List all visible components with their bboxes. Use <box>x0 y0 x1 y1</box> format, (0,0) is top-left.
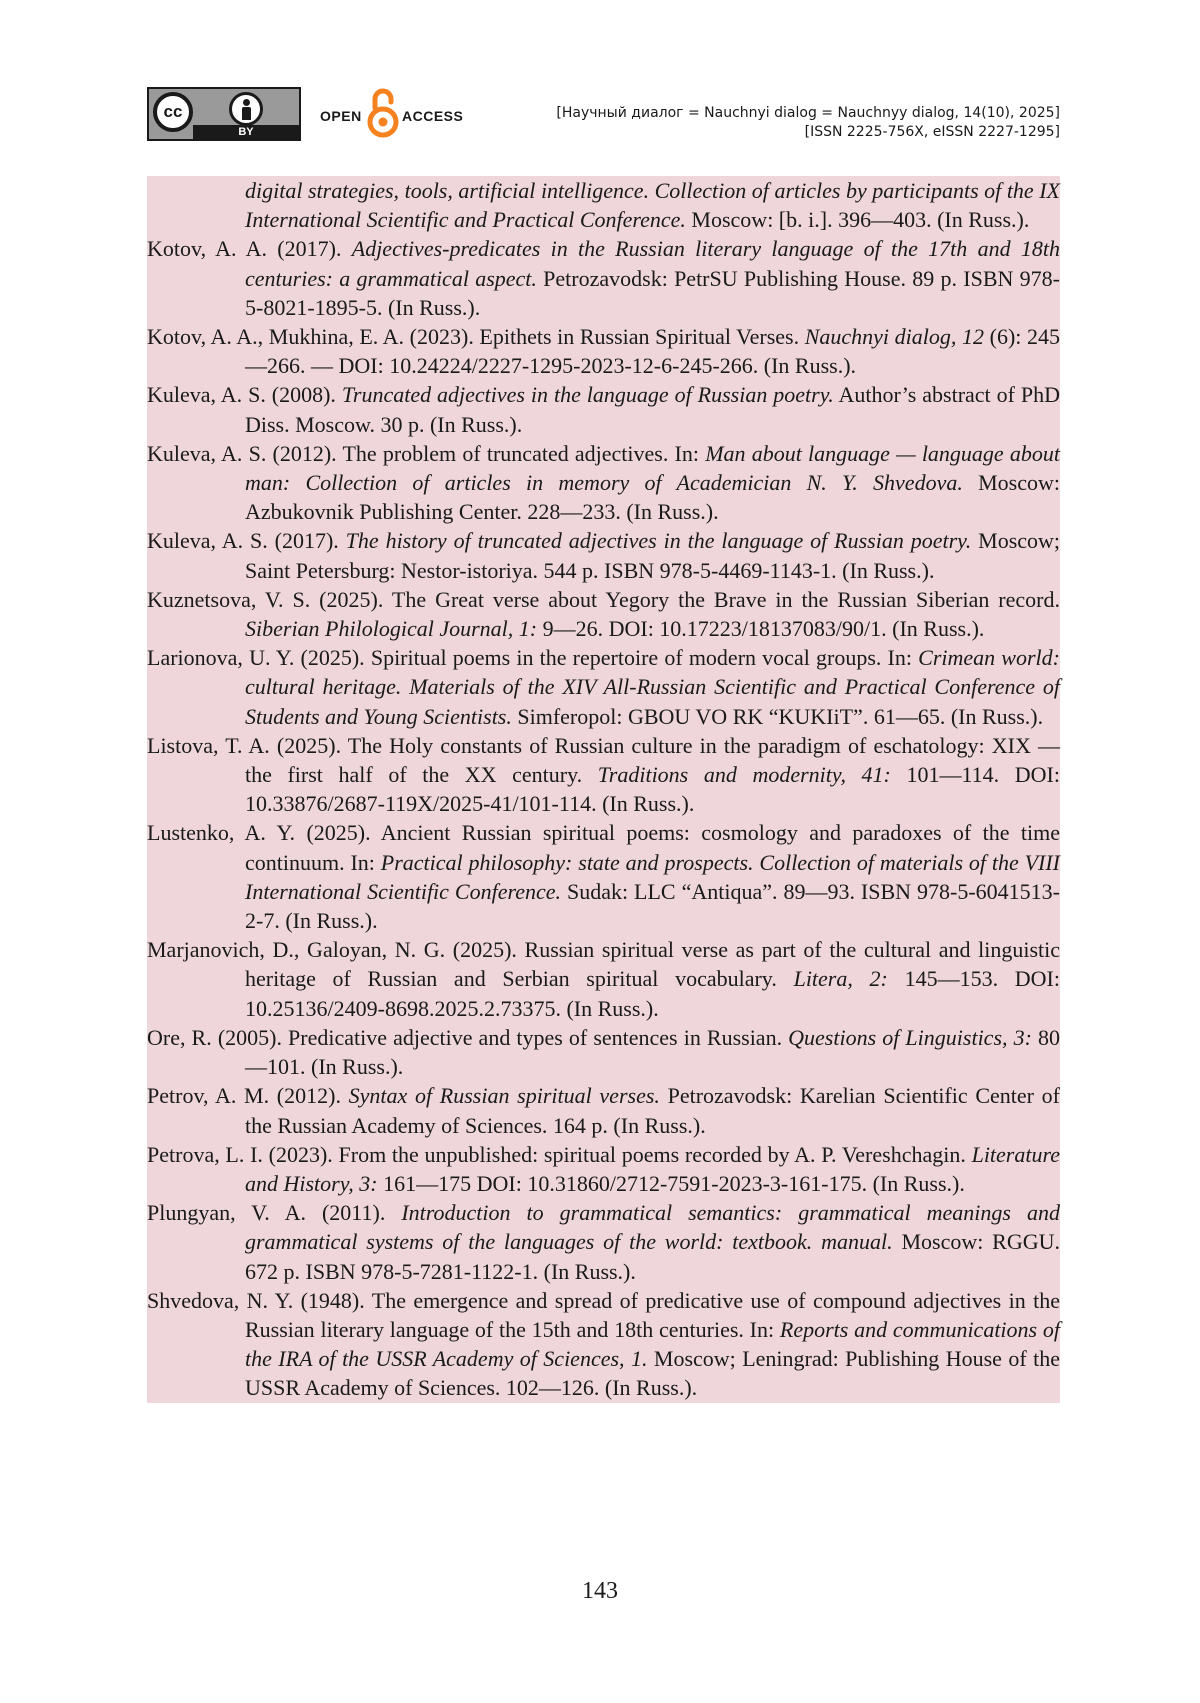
reference-text: Petrozavodsk: PetrSU Publishing House. 89 p. ISBN 978-5-8021-1895-5. (In Russ.). <box>245 265 1061 320</box>
reference-italic-text: Syntax of Russian spiritual verses. <box>348 1083 660 1109</box>
reference-text: 80—101. (In Russ.). <box>245 1024 1061 1080</box>
reference-text: Kuznetsova, V. S. (2025). The Great verse about Yegory the Brave in the Russian Siberian record. <box>147 586 1060 612</box>
issn-line: [ISSN 2225-756X, eISSN 2227-1295] <box>804 124 1060 140</box>
reference-text: 101—114. DOI: 10.33876/2687-119X/2025-41/101-114. (In Russ.). <box>245 762 1060 817</box>
open-lock-icon <box>366 86 400 140</box>
reference-text: 9—26. DOI: 10.17223/18137083/90/1. (In Russ.). <box>537 616 985 642</box>
reference-italic-text: Nauchnyi dialog, 12 <box>804 324 984 350</box>
reference-text: Plungyan, V. A. (2011). <box>147 1200 402 1226</box>
reference-entry <box>147 643 1060 731</box>
reference-entry <box>147 234 1060 322</box>
reference-entry <box>147 731 1060 819</box>
open-access-logo <box>320 84 470 140</box>
reference-text: Moscow; Saint Petersburg: Nestor-istoriya. 544 p. ISBN 978-5-4469-1143-1. (In Russ.). <box>245 528 1061 583</box>
open-access-open-label: OPEN <box>320 108 362 124</box>
reference-list <box>147 176 1060 1403</box>
reference-text: Marjanovich, D., Galoyan, N. G. (2025). Russian spiritual verse as part of the cultural and linguistic heritage of Russian and Serbian spiritual vocabulary. <box>147 937 1060 992</box>
reference-italic-text: Practical philosophy: state and prospects. Collection of materials of the VIII International Scientific Conference. <box>245 849 1061 904</box>
reference-text: Moscow: [b. i.]. 396—403. (In Russ.). <box>685 207 1030 233</box>
reference-text: Simferopol: GBOU VO RK “KUKIiT”. 61—65. (In Russ.). <box>511 703 1044 729</box>
license-by-label: BY <box>193 125 299 139</box>
reference-continuation <box>147 176 1060 234</box>
reference-text: Ore, R. (2005). Predicative adjective and types of sentences in Russian. <box>147 1024 789 1050</box>
reference-entry <box>147 1081 1060 1139</box>
reference-entry <box>147 1023 1060 1081</box>
reference-entry <box>147 380 1060 438</box>
reference-italic-text: Reports and communications of the IRA of the USSR Academy of Sciences, 1. <box>245 1316 1060 1372</box>
reference-entry <box>147 1198 1060 1286</box>
reference-italic-text: The history of truncated adjectives in the language of Russian poetry. <box>345 528 972 554</box>
open-access-access-label: ACCESS <box>402 108 464 124</box>
reference-entry <box>147 1286 1060 1403</box>
reference-text: Sudak: LLC “Antiqua”. 89—93. ISBN 978-5-6041513-2-7. (In Russ.). <box>245 878 1061 934</box>
reference-italic-text: Litera, 2: <box>793 966 888 992</box>
reference-text: Kuleva, A. S. (2008). <box>147 382 342 408</box>
reference-text: Moscow; Leningrad: Publishing House of the USSR Academy of Sciences. 102—126. (In Russ.). <box>245 1346 1060 1401</box>
reference-italic-text: Siberian Philological Journal, 1: <box>245 616 538 642</box>
reference-text: Lustenko, A. Y. (2025). Ancient Russian spiritual poems: cosmology and paradoxes of the time continuum. In: <box>147 820 1060 875</box>
reference-italic-text: Questions of Linguistics, 3: <box>788 1024 1032 1050</box>
reference-entry <box>147 439 1060 527</box>
creative-commons-icon: cc <box>153 92 193 132</box>
reference-text: (6): 245—266. — DOI: 10.24224/2227-1295-2023-12-6-245-266. (In Russ.). <box>245 324 1060 379</box>
reference-text: Kotov, A. A. (2017). <box>147 236 352 262</box>
reference-entry <box>147 935 1060 1023</box>
reference-text: Kotov, A. A., Mukhina, E. A. (2023). Epithets in Russian Spiritual Verses. <box>147 324 805 350</box>
reference-text: Shvedova, N. Y. (1948). The emergence and spread of predicative use of compound adjectives in the Russian literary language of the 15th and 18th centuries. In: <box>147 1287 1060 1342</box>
reference-text: Larionova, U. Y. (2025). Spiritual poems in the repertoire of modern vocal groups. In: <box>147 645 919 671</box>
reference-italic-text: Traditions and modernity, 41: <box>597 762 891 788</box>
cc-by-license-badge[interactable] <box>147 87 301 141</box>
reference-italic-text: digital strategies, tools, artificial intelligence. Collection of articles by participants of the IX International Scientific and Practical Conference. <box>245 178 1060 233</box>
reference-entry <box>147 1140 1060 1198</box>
reference-text: Petrozavodsk: Karelian Scientific Center of the Russian Academy of Sciences. 164 p. (In Russ.). <box>245 1083 1060 1138</box>
reference-text: Moscow: Azbukovnik Publishing Center. 228—233. (In Russ.). <box>245 470 1060 525</box>
reference-italic-text: Man about language — language about man: Collection of articles in memory of Academician N. Y. Shvedova. <box>245 440 1061 496</box>
journal-citation-line: [Научный диалог = Nauchnyi dialog = Nauchnyy dialog, 14(10), 2025] <box>556 105 1060 121</box>
reference-entry <box>147 322 1060 380</box>
reference-text: Author’s abstract of PhD Diss. Moscow. 30 p. (In Russ.). <box>245 382 1061 437</box>
reference-text: Kuleva, A. S. (2012). The problem of truncated adjectives. In: <box>147 440 706 466</box>
reference-text: 161—175 DOI: 10.31860/2712-7591-2023-3-161-175. (In Russ.). <box>377 1170 965 1196</box>
reference-entry <box>147 585 1060 643</box>
reference-text: Kuleva, A. S. (2017). <box>147 528 346 554</box>
reference-text: Petrov, A. M. (2012). <box>147 1083 349 1109</box>
reference-text: 145—153. DOI: 10.25136/2409-8698.2025.2.73375. (In Russ.). <box>245 966 1060 1021</box>
journal-info <box>556 104 1060 142</box>
attribution-icon <box>229 92 263 126</box>
reference-italic-text: Literature and History, 3: <box>245 1141 1060 1196</box>
reference-italic-text: Truncated adjectives in the language of Russian poetry. <box>341 382 834 408</box>
reference-text: Moscow: RGGU. 672 p. ISBN 978-5-7281-1122-1. (In Russ.). <box>245 1229 1061 1284</box>
reference-italic-text: Introduction to grammatical semantics: grammatical meanings and grammatical systems of the languages of the world: textbook. manual. <box>245 1200 1060 1255</box>
reference-text: Petrova, L. I. (2023). From the unpublished: spiritual poems recorded by A. P. Vereshchagin. <box>147 1141 972 1167</box>
reference-italic-text: Adjectives-predicates in the Russian literary language of the 17th and 18th centuries: a grammatical aspect. <box>245 236 1060 291</box>
page-header <box>147 84 1060 144</box>
reference-entry <box>147 526 1060 584</box>
reference-text: Listova, T. A. (2025). The Holy constants of Russian culture in the paradigm of eschatology: XIX — the first half of the XX century. <box>147 732 1060 788</box>
reference-entry <box>147 818 1060 935</box>
page-number: 143 <box>582 1578 618 1604</box>
reference-italic-text: Crimean world: cultural heritage. Materials of the XIV All-Russian Scientific and Practical Conference of Students and Young Scientists. <box>245 645 1060 729</box>
